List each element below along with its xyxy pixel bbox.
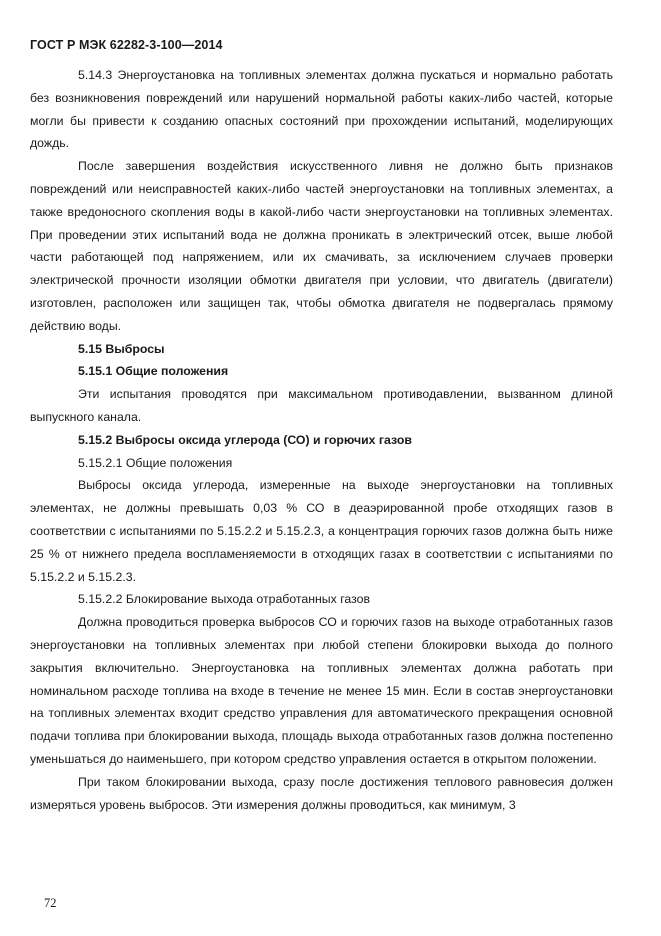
page-number: 72 <box>44 896 57 910</box>
section-heading-5-15-2-1: 5.15.2.1 Общие положения <box>78 455 233 470</box>
document-header: ГОСТ Р МЭК 62282-3-100—2014 <box>30 38 223 52</box>
paragraph-exhaust-blocking: Должна проводиться проверка выбросов СО и горючих газов на выходе отработанных газов энергоустановки на топливных элементах при любой степени блокировки выхода до полного закрытия включительно. Энергоустановка на топливных элементах должна работать при номинальном расходе топлива на входе в течение не менее 15 мин. Если в состав энергоустановки на топливных элементах входит средство управления для автоматического прекращения основной подачи топлива при блокировании выхода, площадь выхода отработанных газов должна постепенно уменьшаться до наименьшего, при котором средство управления остается в открытом положении. <box>30 615 613 766</box>
section-heading-5-15: 5.15 Выбросы <box>78 341 165 356</box>
paragraph-5-14-3: 5.14.3 Энергоустановка на топливных элементах должна пускаться и нормально работать без возникновения повреждений или нарушений нормальной работы каких-либо частей, которые могли бы привести к созданию опасных состояний при прохождении испытаний, моделирующих дождь. <box>30 68 613 151</box>
section-heading-5-15-2: 5.15.2 Выбросы оксида углерода (СО) и горючих газов <box>78 432 412 447</box>
paragraph-measurement: При таком блокировании выхода, сразу после достижения теплового равновесия должен измеряться уровень выбросов. Эти измерения должны проводиться, как минимум, 3 <box>30 774 613 812</box>
paragraph-rain-test-results: После завершения воздействия искусственного ливня не должно быть признаков повреждений или неисправностей каких-либо частей энергоустановки на топливных элементах, а также вредоносного скопления воды в какой-либо части энергоустановки на топливных элементах. При проведении этих испытаний вода не должна проникать в электрический отсек, выше любой части работающей под напряжением, или их смачивать, за исключением случаев проверки электрической прочности изоляции обмотки двигателя при условии, что двигатель (двигатели) изготовлен, расположен или защищен так, чтобы обмотка двигателя не подвергалась прямому действию воды. <box>30 159 613 333</box>
section-heading-5-15-1: 5.15.1 Общие положения <box>78 364 229 379</box>
section-heading-5-15-2-2: 5.15.2.2 Блокирование выхода отработанных газов <box>78 592 370 607</box>
document-body <box>30 64 613 816</box>
paragraph-back-pressure: Эти испытания проводятся при максимальном противодавлении, вызванном длиной выпускного канала. <box>30 387 613 424</box>
paragraph-co-limits: Выбросы оксида углерода, измеренные на выходе энергоустановки на топливных элементах, не должны превышать 0,03 % СО в деаэрированной пробе отходящих газов в соответствии с испытаниями по 5.15.2.2 и 5.15.2.3, а концентрация горючих газов должна быть ниже 25 % от нижнего предела воспламеняемости в отходящих газах в соответствии с испытаниями по 5.15.2.2 и 5.15.2.3. <box>30 478 613 584</box>
